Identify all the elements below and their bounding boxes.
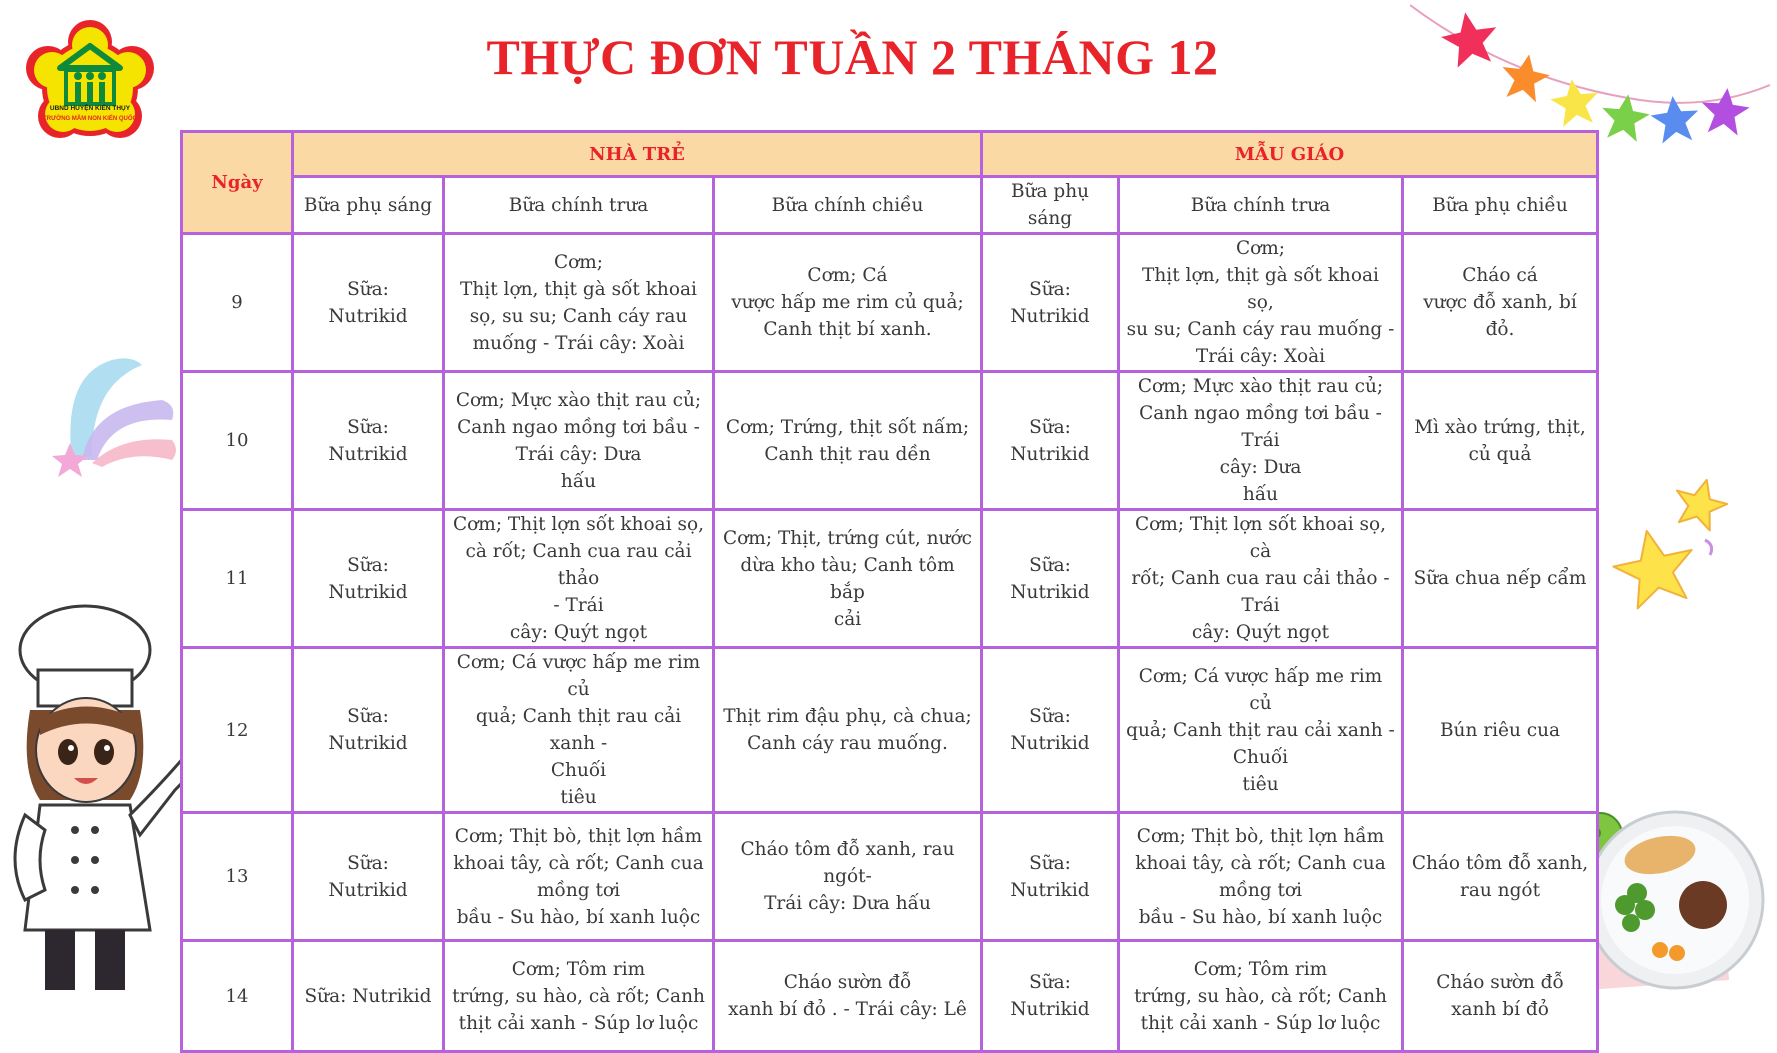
menu-cell-line: Nutrikid	[1010, 443, 1090, 465]
column-header: Bữa chính trưa	[1119, 177, 1403, 234]
menu-cell	[714, 648, 982, 813]
menu-body	[182, 234, 1598, 1052]
menu-cell-line: Sữa:	[347, 416, 389, 438]
menu-cell	[714, 510, 982, 648]
menu-cell-line: Thịt rim đậu phụ, cà chua;	[723, 706, 972, 727]
menu-cell	[1403, 813, 1598, 941]
menu-cell-line: tiêu	[1242, 773, 1279, 795]
table-row	[182, 813, 1598, 941]
menu-cell	[1119, 813, 1403, 941]
menu-cell	[293, 813, 444, 941]
menu-cell-line: Sữa:	[1029, 554, 1071, 576]
menu-cell-line: dừa kho tàu; Canh tôm bắp	[740, 554, 955, 603]
column-header: Bữa chính chiều	[714, 177, 982, 234]
menu-cell-line: tiêu	[560, 787, 597, 808]
menu-cell	[293, 372, 444, 510]
menu-cell	[982, 234, 1119, 372]
menu-cell	[982, 813, 1119, 941]
day-column-header: Ngày	[182, 132, 293, 234]
group-header-nha-tre: NHÀ TRẺ	[293, 132, 982, 177]
menu-cell-line: Sữa:	[347, 278, 389, 300]
menu-cell-line: quả; Canh thịt rau cải xanh -	[475, 706, 682, 754]
menu-cell	[1403, 941, 1598, 1052]
menu-cell-line: Thịt lợn, thịt gà sốt khoai	[460, 278, 697, 300]
menu-cell	[1119, 941, 1403, 1052]
menu-cell	[444, 372, 714, 510]
menu-cell-line: Canh ngao mồng tơi bầu - Trái	[1139, 403, 1382, 451]
menu-cell-line: Cơm;	[553, 251, 604, 273]
page-title: THỰC ĐƠN TUẦN 2 THÁNG 12	[486, 29, 1219, 85]
menu-cell-line: Cơm; Tôm rim	[1193, 958, 1328, 980]
day-cell: 9	[182, 234, 293, 372]
menu-cell	[1403, 234, 1598, 372]
yellow-stars-icon	[1610, 475, 1740, 625]
day-cell: 13	[182, 813, 293, 941]
menu-cell	[1119, 234, 1403, 372]
menu-cell	[444, 941, 714, 1052]
menu-cell	[1403, 648, 1598, 813]
menu-cell-line: Sữa:	[1029, 706, 1071, 727]
menu-cell-line: Sữa:	[347, 554, 389, 576]
table-row	[182, 510, 1598, 648]
menu-cell	[444, 510, 714, 648]
menu-cell-line: Cơm; Cá vược hấp me rim củ	[1138, 665, 1383, 714]
menu-cell	[982, 510, 1119, 648]
day-cell: 14	[182, 941, 293, 1052]
menu-cell	[293, 941, 444, 1052]
menu-cell-line: Cơm; Mực xào thịt rau củ;	[455, 389, 702, 411]
menu-cell-line: trứng, su hào, cà rốt; Canh	[1134, 985, 1387, 1007]
menu-cell-line: muống - Trái cây: Xoài	[472, 332, 685, 354]
menu-cell	[293, 648, 444, 813]
menu-cell-line: Cháo sườn đỗ	[783, 972, 912, 993]
menu-cell	[1403, 510, 1598, 648]
menu-cell-line: cà rốt; Canh cua rau cải thảo	[465, 541, 692, 589]
menu-cell-line: Cơm; Thịt lợn sốt khoai sọ,	[452, 514, 704, 535]
menu-cell-line: vược hấp me rim củ quả;	[731, 292, 964, 313]
menu-cell	[444, 813, 714, 941]
menu-cell-line: thịt cải xanh - Súp lơ luộc	[458, 1012, 699, 1034]
menu-cell-line: Sữa:	[1029, 416, 1071, 438]
menu-cell-line: - Trái	[553, 595, 604, 616]
menu-cell-line: Nutrikid	[1010, 305, 1090, 327]
menu-cell-line: cải	[833, 608, 862, 630]
menu-cell	[982, 648, 1119, 813]
menu-cell-line: Cháo tôm đỗ xanh, rau ngót-	[740, 839, 955, 887]
menu-cell-line: cây: Dưa	[1219, 457, 1302, 478]
group-header-row	[182, 132, 1598, 177]
menu-cell-line: Cơm; Thịt bò, thịt lợn hầm	[1136, 825, 1385, 847]
menu-cell	[293, 510, 444, 648]
menu-cell-line: Sữa: Nutrikid	[304, 985, 432, 1007]
menu-cell-line: Nutrikid	[1010, 581, 1090, 603]
menu-table	[180, 130, 1599, 1053]
menu-cell-line: Cơm; Mực xào thịt rau củ;	[1137, 376, 1384, 397]
menu-cell	[444, 234, 714, 372]
table-row	[182, 648, 1598, 813]
menu-cell	[1119, 648, 1403, 813]
column-header: Bữa phụ sáng	[293, 177, 444, 234]
menu-cell	[1119, 510, 1403, 648]
menu-cell-line: Cháo tôm đỗ xanh,	[1411, 852, 1589, 874]
menu-cell	[1119, 372, 1403, 510]
menu-cell-line: mồng tơi	[1219, 879, 1302, 901]
table-row	[182, 941, 1598, 1052]
day-cell: 12	[182, 648, 293, 813]
menu-cell-line: mồng tơi	[537, 879, 620, 901]
shooting-star-icon	[52, 355, 182, 480]
menu-cell-line: Trái cây: Xoài	[1195, 346, 1326, 367]
menu-cell-line: Sữa: Nutrikid	[1010, 972, 1090, 1020]
menu-cell-line: bầu - Su hào, bí xanh luộc	[1138, 906, 1383, 928]
menu-cell-line: Sữa:	[1029, 852, 1071, 874]
menu-cell-line: hấu	[560, 470, 597, 492]
column-header-row	[182, 177, 1598, 234]
menu-cell-line: Trái cây: Dưa	[515, 443, 642, 465]
menu-cell-line: vược đỗ xanh, bí	[1423, 292, 1577, 313]
menu-cell-line: Trái	[1241, 595, 1280, 616]
menu-cell-line: xanh bí đỏ . - Trái cây: Lê	[728, 999, 967, 1020]
menu-cell-line: Cơm; Cá	[807, 265, 888, 286]
menu-cell-line: Bún riêu cua	[1439, 719, 1561, 741]
menu-cell-line: khoai tây, cà rốt; Canh cua	[453, 852, 704, 874]
menu-cell-line: Chuối	[1232, 746, 1289, 768]
menu-cell	[444, 648, 714, 813]
menu-cell-line: khoai tây, cà rốt; Canh cua	[1135, 852, 1386, 874]
menu-cell-line: Cơm; Cá vược hấp me rim củ	[456, 652, 701, 700]
menu-cell-line: Cơm; Thịt bò, thịt lợn hầm	[454, 825, 703, 847]
menu-cell-line: Nutrikid	[328, 305, 408, 327]
logo-line-2: TRƯỜNG MẦM NON KIẾN QUỐC	[43, 116, 137, 122]
table-row	[182, 372, 1598, 510]
menu-cell-line: thịt cải xanh - Súp lơ luộc	[1140, 1012, 1381, 1034]
column-header: Bữa phụ sáng	[982, 177, 1119, 234]
column-header: Bữa chính trưa	[444, 177, 714, 234]
menu-cell-line: su su; Canh cáy rau muống -	[1126, 319, 1395, 340]
menu-cell-line: củ quả	[1468, 443, 1532, 465]
menu-cell-line: Trái cây: Dưa hấu	[764, 893, 931, 914]
menu-cell	[714, 941, 982, 1052]
menu-cell-line: Cháo cá	[1462, 265, 1538, 286]
menu-cell-line: Cơm; Thịt lợn sốt khoai sọ, cà	[1134, 514, 1386, 562]
menu-cell-line: trứng, su hào, cà rốt; Canh	[452, 985, 705, 1007]
menu-cell-line: Nutrikid	[328, 879, 408, 901]
menu-cell-line: Canh thịt rau dền	[764, 443, 931, 465]
table-row	[182, 234, 1598, 372]
menu-cell-line: Cơm;	[1235, 238, 1286, 259]
menu-cell-line: đỏ.	[1485, 319, 1515, 340]
menu-cell-line: Cơm; Trứng, thịt sốt nấm;	[725, 416, 970, 438]
menu-cell-line: Chuối	[550, 760, 607, 781]
menu-cell-line: Sữa:	[347, 706, 389, 727]
menu-cell-line: xanh bí đỏ	[1451, 999, 1549, 1020]
logo-line-1: UBND HUYỆN KIẾN THỤY	[49, 105, 131, 112]
menu-cell-line: Sữa:	[1029, 278, 1071, 300]
menu-cell	[293, 234, 444, 372]
menu-cell-line: Sữa:	[347, 852, 389, 874]
menu-cell-line: sọ, su su; Canh cáy rau	[469, 305, 688, 327]
menu-cell-line: Cơm; Tôm rim	[511, 958, 646, 980]
menu-cell-line: rau ngót	[1460, 879, 1540, 901]
menu-cell-line: Nutrikid	[1010, 733, 1090, 754]
menu-cell-line: Canh thịt bí xanh.	[763, 319, 932, 340]
menu-cell	[714, 813, 982, 941]
menu-cell	[982, 372, 1119, 510]
menu-cell-line: Thịt lợn, thịt gà sốt khoai sọ,	[1142, 265, 1379, 313]
menu-cell-line: rốt; Canh cua rau cải thảo -	[1131, 568, 1390, 589]
menu-cell	[982, 941, 1119, 1052]
group-header-mau-giao: MẪU GIÁO	[982, 132, 1598, 177]
menu-cell-line: Nutrikid	[328, 733, 408, 754]
day-cell: 11	[182, 510, 293, 648]
menu-cell-line: Canh cáy rau muống.	[747, 733, 948, 754]
menu-cell	[1403, 372, 1598, 510]
menu-cell	[714, 234, 982, 372]
menu-cell-line: cây: Quýt ngọt	[1191, 622, 1330, 643]
column-header: Bữa phụ chiều	[1403, 177, 1598, 234]
menu-cell-line: cây: Quýt ngọt	[509, 622, 648, 643]
menu-cell-line: Nutrikid	[328, 581, 408, 603]
menu-cell-line: Sữa chua nếp cẩm	[1413, 568, 1587, 589]
menu-cell-line: Nutrikid	[328, 443, 408, 465]
menu-cell-line: hấu	[1242, 484, 1279, 505]
day-cell: 10	[182, 372, 293, 510]
menu-cell-line: Cơm; Thịt, trứng cút, nước	[723, 527, 972, 549]
menu-cell-line: Nutrikid	[1010, 879, 1090, 901]
menu-cell-line: Mì xào trứng, thịt,	[1414, 416, 1586, 438]
menu-cell-line: quả; Canh thịt rau cải xanh -	[1126, 719, 1395, 741]
menu-cell-line: bầu - Su hào, bí xanh luộc	[456, 906, 701, 928]
menu-cell-line: Canh ngao mồng tơi bầu -	[457, 416, 700, 438]
menu-cell	[714, 372, 982, 510]
menu-cell-line: Cháo sườn đỗ	[1436, 972, 1564, 993]
